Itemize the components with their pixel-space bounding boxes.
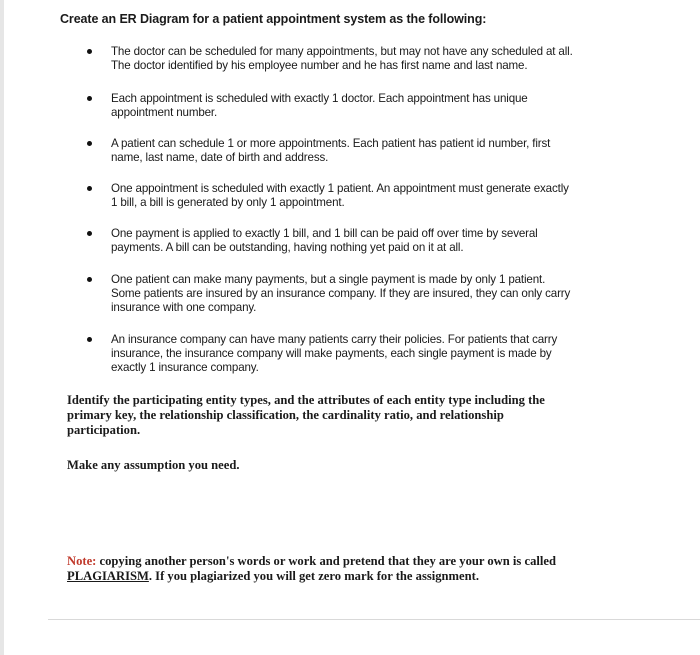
identify-line: Identify the participating entity types, and the attributes of each entity type including the: [67, 393, 545, 407]
bullet-icon: [87, 186, 92, 191]
list-item: [90, 227, 650, 255]
list-item: [90, 333, 650, 375]
list-item-line: One appointment is scheduled with exactly 1 patient. An appointment must generate exactly: [111, 182, 569, 195]
bullet-icon: [87, 231, 92, 236]
note-text: . If you plagiarized you will get: [148, 569, 319, 583]
list-item-line: insurance with one company.: [111, 301, 257, 314]
bullet-icon: [87, 141, 92, 146]
note-text: copying another person's words or work and pretend that they are your own is called: [96, 554, 556, 568]
list-item-line: appointment number.: [111, 106, 218, 119]
list-item: [90, 45, 650, 73]
list-item-line: The doctor can be scheduled for many appointments, but may not have any scheduled at all.: [111, 45, 573, 58]
bullet-icon: [87, 277, 92, 282]
list-item-line: payments. A bill can be outstanding, having nothing yet paid on it at all.: [111, 241, 464, 254]
bullet-icon: [87, 49, 92, 54]
list-item-line: Some patients are insured by an insurance company. If they are insured, they can only carry: [111, 287, 571, 300]
list-item: [90, 273, 650, 315]
bullet-icon: [87, 96, 92, 101]
assignment-heading: Create an ER Diagram for a patient appointment system as the following:: [60, 12, 487, 26]
note-label: Note:: [67, 554, 97, 568]
bottom-divider: [48, 619, 700, 620]
note-text: mark for the assignment.: [341, 569, 479, 583]
list-item-line: insurance, the insurance company will make payments, each single payment is made by: [111, 347, 552, 360]
list-item-line: Each appointment is scheduled with exactly 1 doctor. Each appointment has unique: [111, 92, 528, 105]
list-item-line: The doctor identified by his employee number and he has first name and last name.: [111, 59, 528, 72]
plagiarism-note: [67, 554, 637, 584]
list-item-line: One patient can make many payments, but a single payment is made by only 1 patient.: [111, 273, 546, 286]
assumption-text: Make any assumption you need.: [67, 458, 240, 472]
list-item-line: 1 bill, a bill is generated by only 1 appointment.: [111, 196, 345, 209]
bullet-icon: [87, 337, 92, 342]
zero-word: zero: [318, 569, 342, 583]
list-item: [90, 182, 650, 210]
identify-line: primary key, the relationship classification, the cardinality ratio, and relationship: [67, 408, 504, 422]
list-item-line: An insurance company can have many patients carry their policies. For patients that carry: [111, 333, 558, 346]
page-left-edge: [0, 0, 4, 655]
list-item-line: exactly 1 insurance company.: [111, 361, 259, 374]
plagiarism-word: PLAGIARISM: [67, 569, 149, 583]
identify-instructions: [67, 393, 637, 438]
list-item-line: A patient can schedule 1 or more appointments. Each patient has patient id number, first: [111, 137, 551, 150]
list-item: [90, 137, 650, 165]
identify-line: participation.: [67, 423, 141, 437]
list-item-line: One payment is applied to exactly 1 bill, and 1 bill can be paid off over time by several: [111, 227, 538, 240]
list-item-line: name, last name, date of birth and address.: [111, 151, 329, 164]
list-item: [90, 92, 650, 120]
